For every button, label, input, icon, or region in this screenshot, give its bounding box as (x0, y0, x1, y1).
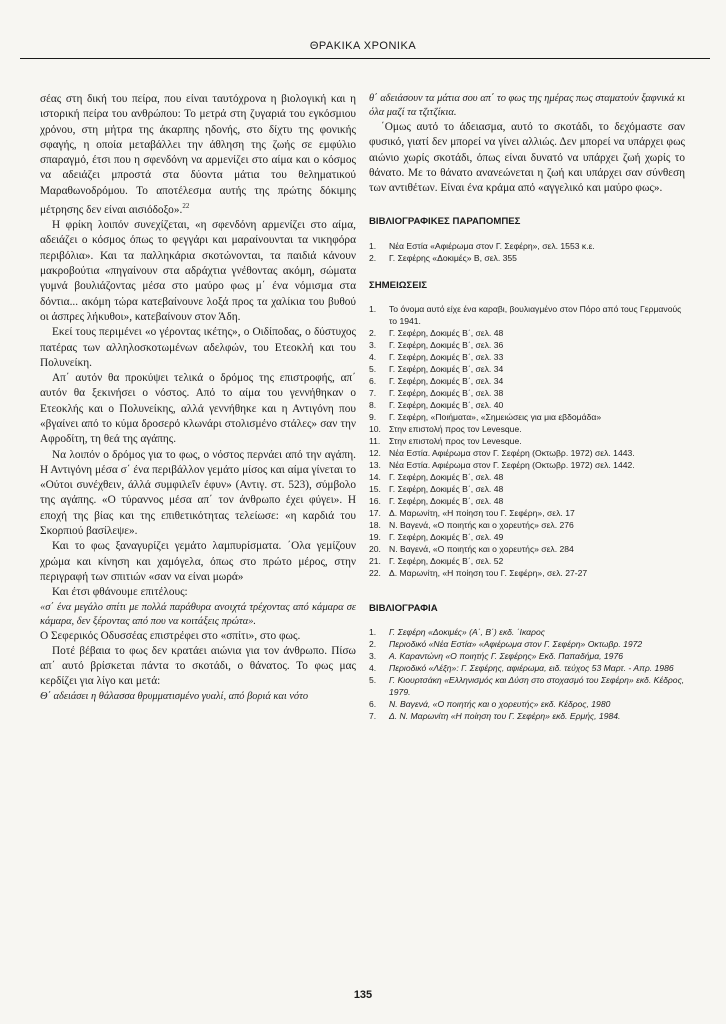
bibliography-item-number: 6. (369, 699, 377, 710)
paragraph: Και το φως ξαναγυρίζει γεμάτο λαμπυρίσματα. ΄Ολα γεμίζουν χρώμα και κίνηση και χαμόγελα, όπως στο πρώτο μέρος, στην περιγραφή των σπιτιών «σαν να είναι μωρά» (40, 540, 356, 583)
note-item-text: Δ. Μαρωνίτη, «Η ποίηση του Γ. Σεφέρη», σελ. 27-27 (389, 568, 588, 579)
bibliography-item (369, 650, 685, 662)
note-item-text: Γ. Σεφέρη, Δοκιμές Β΄, σελ. 34 (389, 376, 504, 387)
note-item-number: 6. (369, 376, 377, 387)
bibliography-item-text: Γ. Σεφέρη «Δοκιμές» (Α΄, Β΄) εκδ. ΄Ικαρος (389, 627, 545, 638)
note-item (369, 531, 685, 543)
note-item-number: 3. (369, 340, 377, 351)
note-item-number: 7. (369, 388, 377, 399)
note-item (369, 411, 685, 423)
note-item-text: Γ. Σεφέρη, Δοκιμές Β΄, σελ. 33 (389, 352, 504, 363)
note-item-text: Γ. Σεφέρη, Δοκιμές Β΄, σελ. 48 (389, 496, 504, 507)
right-column (369, 92, 685, 722)
bibliography-item (369, 638, 685, 650)
note-item (369, 543, 685, 555)
note-item-text: Γ. Σεφέρη, Δοκιμές Β΄, σελ. 34 (389, 364, 504, 375)
reference-item-number: 2. (369, 252, 377, 263)
bibliography-item-number: 2. (369, 639, 377, 650)
paragraph: Η φρίκη λοιπόν συνεχίζεται, «η σφενδόνη αρμενίζει στο αίμα, αδειάζει ο κόσμος όπως το φεγγάρι και μαραίνουνται τα νικηφόρα περιβόλια». Και τα παλληκάρια σκοτώνονται, τα παιδιά κάνουν μακροβούτια «πηγαίνουν στα αδράχτια γνέθοντας ακόμη, σώματα γυμνά βουλιάζοντας μέσα στο μαύρο φως μ΄ ένα νόμισμα στα δόντια... ακόμη τώρα κατεβαίνουνε λοξά προς τα χαλίκια του βυθού οι άσπρες λήκυθοι», κατεβαίνουν στον Άδη. (40, 219, 356, 323)
bibliography-item (369, 698, 685, 710)
note-item-text: Στην επιστολή προς τον Levesque. (389, 436, 522, 447)
paragraph: ΄Ομως αυτό το άδειασμα, αυτό το σκοτάδι, το δεχόμαστε σαν φυσικό, γιατί δεν μπορεί να γίνει αλλιώς. Δεν μπορεί να υπάρχει φως αιώνιο χωρίς σκοτάδι, όπως είναι δυνατό να υπάρχει ζωή χωρίς το θάνατο. Με το θάνατο ανανεώνεται η ζωή και υπάρχει σαν σύνθεση των αντιθέτων. Είναι ένα κράμα από «αγγελικό και μαύρο φως». (369, 121, 685, 195)
note-item (369, 339, 685, 351)
note-item-number: 10. (369, 424, 381, 435)
note-item-number: 21. (369, 556, 381, 567)
paragraph: Εκεί τους περιμένει «ο γέροντας ικέτης», ο Οιδίποδας, ο δύστυχος πατέρας των αλληλοσκοτωμένων αδελφών, του Ετεοκλή και του Πολυνείκη. (40, 326, 356, 369)
note-item (369, 555, 685, 567)
note-item (369, 399, 685, 411)
bibliography-item-text: Δ. Ν. Μαρωνίτη «Η ποίηση του Γ. Σεφέρη» εκδ. Ερμής, 1984. (389, 711, 621, 722)
note-item (369, 423, 685, 435)
bibliography-item-text: Γ. Κιουρτσάκη «Ελληνισμός και Δύση στο στοχασμό του Σεφέρη» εκδ. Κέδρος, 1979. (389, 675, 685, 698)
note-item-text: Γ. Σεφέρη, Δοκιμές Β΄, σελ. 49 (389, 532, 504, 543)
note-item-text: Γ. Σεφέρη, Δοκιμές Β΄, σελ. 48 (389, 472, 504, 483)
note-item-number: 17. (369, 508, 381, 519)
bibliography-item-text: Ν. Βαγενά, «Ο ποιητής και ο χορευτής» εκδ. Κέδρος, 1980 (389, 699, 611, 710)
note-item (369, 351, 685, 363)
note-item-text: Γ. Σεφέρη, Δοκιμές Β΄, σελ. 48 (389, 328, 504, 339)
note-item-number: 8. (369, 400, 377, 411)
notes-heading: ΣΗΜΕΙΩΣΕΙΣ (369, 279, 428, 291)
reference-item (369, 240, 685, 252)
bibliography-item (369, 710, 685, 722)
left-column (40, 92, 356, 704)
bibliography-item (369, 626, 685, 638)
note-item-text: Γ. Σεφέρη, Δοκιμές Β΄, σελ. 48 (389, 484, 504, 495)
paragraph: Να λοιπόν ο δρόμος για το φως, ο νόστος περνάει από την αγάπη. Η Αντιγόνη μέσα σ΄ ένα περιβάλλον γεμάτο μίσος και αίμα γίνεται το «Ούτοι συνέχθειν, άλλά συμφιλεΐν έφυν» (Αντιγ. στ. 523), σύμβολο της αγάπης. «Ο τύραννος μέσα απ΄ τον άνθρωπο έχει φύγει». Η εποχή της βίας και της επιθετικότητας τελείωσε: «η καρδιά του Σκορπιού βασίλεψε». (40, 448, 356, 538)
note-item (369, 363, 685, 375)
bibliography-item-number: 4. (369, 663, 377, 674)
notes-list (369, 303, 685, 579)
note-item-number: 11. (369, 436, 381, 447)
note-item (369, 519, 685, 531)
note-item-number: 13. (369, 460, 381, 471)
note-item-number: 15. (369, 484, 381, 495)
note-item-number: 12. (369, 448, 381, 459)
page-number: 135 (353, 989, 373, 1001)
bibliography-item (369, 662, 685, 674)
references-list (369, 240, 685, 264)
note-item-number: 5. (369, 364, 377, 375)
note-item-text: Στην επιστολή προς τον Levesque. (389, 424, 522, 435)
bibliography-item-text: Περιοδικό «Λέξη»: Γ. Σεφέρης, αφιέρωμα, ειδ. τεύχος 53 Μαρτ. - Απρ. 1986 (389, 663, 674, 674)
reference-item (369, 252, 685, 264)
poem-quote: «σ΄ ένα μεγάλο σπίτι με πολλά παράθυρα ανοιχτά τρέχοντας από κάμαρα σε κάμαρα, δεν ξέροντας από που να κοιτάξεις πρώτα». (40, 601, 356, 627)
note-item (369, 459, 685, 471)
note-item (369, 471, 685, 483)
paragraph-text: σέας στη δική του πείρα, που είναι ταυτόχρονα η βιολογική και η ιστορική πείρα του ανθρώπου: Το μετρά στη ζυγαριά του εγκόσμιου χρόνου, στη μήτρα της άκαρπης ηδονής, στο δίχτυ της φονικής σφαγής, η οποία μεταβάλλει την άθληση της ζωής σε εμφύλιο σπαραγμό, έτσι που η σφενδόνη να αρμενίζει στο αίμα και ο κόσμος να αδειάζει μπροστά στα δύοντα μάτια του θεληματικού Μαραθωνοδρόμου. Το αποτέλεσμα αυτής της πρώτης δόκιμης μέτρησης δεν είναι αισιόδοξο». (40, 93, 356, 216)
header-rule (20, 58, 710, 59)
bibliography-list (369, 626, 685, 722)
note-item-number: 1. (369, 304, 377, 315)
reference-item-text: Γ. Σεφέρης «Δοκιμές» Β, σελ. 355 (389, 252, 517, 263)
paragraph: Ποτέ βέβαια το φως δεν κρατάει αιώνια για τον άνθρωπο. Πίσω απ΄ αυτό βρίσκεται πάντα το σκοτάδι, ο θάνατος. Το φως μας κερδίζει για λίγο και μετά: (40, 644, 356, 688)
note-item-text: Γ. Σεφέρη, Δοκιμές Β΄, σελ. 52 (389, 556, 504, 567)
note-item-text: Γ. Σεφέρη, «Ποιήματα», «Σημειώσεις για μια εβδομάδα» (389, 412, 602, 423)
poem-quote: Θ΄ αδειάσει η θάλασσα θρυμματισμένο γυαλί, από βοριά και νότο (40, 690, 309, 702)
note-item (369, 303, 685, 327)
note-item (369, 495, 685, 507)
bibliography-item (369, 674, 685, 698)
reference-item-number: 1. (369, 240, 377, 251)
note-item (369, 567, 685, 579)
note-item-number: 14. (369, 472, 381, 483)
note-item (369, 327, 685, 339)
note-item-number: 22. (369, 568, 381, 579)
note-item (369, 507, 685, 519)
reference-item-text: Νέα Εστία «Αφιέρωμα στον Γ. Σεφέρη», σελ. 1553 κ.ε. (389, 240, 595, 251)
note-item-text: Γ. Σεφέρη, Δοκιμές Β΄, σελ. 36 (389, 340, 504, 351)
note-item-text: Νέα Εστία. Αφιέρωμα στον Γ. Σεφέρη (Οκτωβρ. 1972) σελ. 1442. (389, 460, 635, 471)
note-item (369, 375, 685, 387)
note-item-number: 4. (369, 352, 377, 363)
bibliography-item-number: 5. (369, 675, 377, 686)
references-heading: ΒΙΒΛΙΟΓΡΑΦΙΚΕΣ ΠΑΡΑΠΟΜΠΕΣ (369, 216, 521, 228)
note-item-number: 20. (369, 544, 381, 555)
note-item-text: Ν. Βαγενά, «Ο ποιητής και ο χορευτής» σελ. 284 (389, 544, 574, 555)
note-item-text: Γ. Σεφέρη, Δοκιμές Β΄, σελ. 38 (389, 388, 504, 399)
paragraph: Απ΄ αυτόν θα προκύψει τελικά ο δρόμος της επιστροφής, απ΄ αυτόν θα ξεκινήσει ο νόστος. Από το αίμα του γεννήθηκαν ο Ετεοκλής και ο Πολυνείκης, αλλά γεννήθηκε και η Αντιγόνη που «βγαίνει από το κύμα δροσερό κλωνάρι στολισμένο στάλες» σαν την Αφροδίτη, τη θεά της αγάπης. (40, 372, 356, 446)
paragraph: Και έτσι φθάνουμε επιτέλους: (52, 586, 188, 599)
note-item-number: 18. (369, 520, 381, 531)
note-item-text: Το όνομα αυτό είχε ένα καραβι, βουλιαγμένο στον Πόρο από τους Γερμανούς το 1941. (389, 304, 682, 327)
note-item-text: Ν. Βαγενά, «Ο ποιητής και ο χορευτής» σελ. 276 (389, 520, 574, 531)
bibliography-item-number: 7. (369, 711, 377, 722)
paragraph: Ο Σεφερικός Οδυσσέας επιστρέφει στο «σπίτι», στο φως. (40, 629, 301, 642)
note-item (369, 483, 685, 495)
bibliography-item-number: 1. (369, 627, 377, 638)
note-item-number: 16. (369, 496, 381, 507)
note-item-number: 9. (369, 412, 377, 423)
bibliography-item-text: Α. Καραντώνη «Ο ποιητής Γ. Σεφέρης» Εκδ. Παπαδήμα, 1976 (389, 651, 624, 662)
note-item (369, 447, 685, 459)
note-item-number: 19. (369, 532, 381, 543)
note-item-number: 2. (369, 328, 377, 339)
bibliography-heading: ΒΙΒΛΙΟΓΡΑΦΙΑ (369, 603, 438, 615)
note-item-text: Δ. Μαρωνίτη, «Η ποίηση του Γ. Σεφέρη», σελ. 17 (389, 508, 575, 519)
note-item (369, 435, 685, 447)
note-item-text: Γ. Σεφέρη, Δοκιμές Β΄, σελ. 40 (389, 400, 504, 411)
note-item-text: Νέα Εστία. Αφιέρωμα στον Γ. Σεφέρη (Οκτωβρ. 1972) σελ. 1443. (389, 448, 635, 459)
note-item (369, 387, 685, 399)
paragraph (40, 92, 356, 218)
running-header: ΘΡΑΚΙΚΑ ΧΡΟΝΙΚΑ (309, 40, 417, 52)
bibliography-item-text: Περιοδικό «Νέα Εστία» «Αφιέρωμα στον Γ. Σεφέρη» Οκτωβρ. 1972 (389, 639, 643, 650)
poem-quote: θ΄ αδειάσουν τα μάτια σου απ΄ το φως της ημέρας πως σταματούν ξαφνικά κι όλα μαζί τα τζιτζίκια. (369, 93, 685, 118)
footnote-ref: 22 (182, 202, 190, 211)
bibliography-item-number: 3. (369, 651, 377, 662)
